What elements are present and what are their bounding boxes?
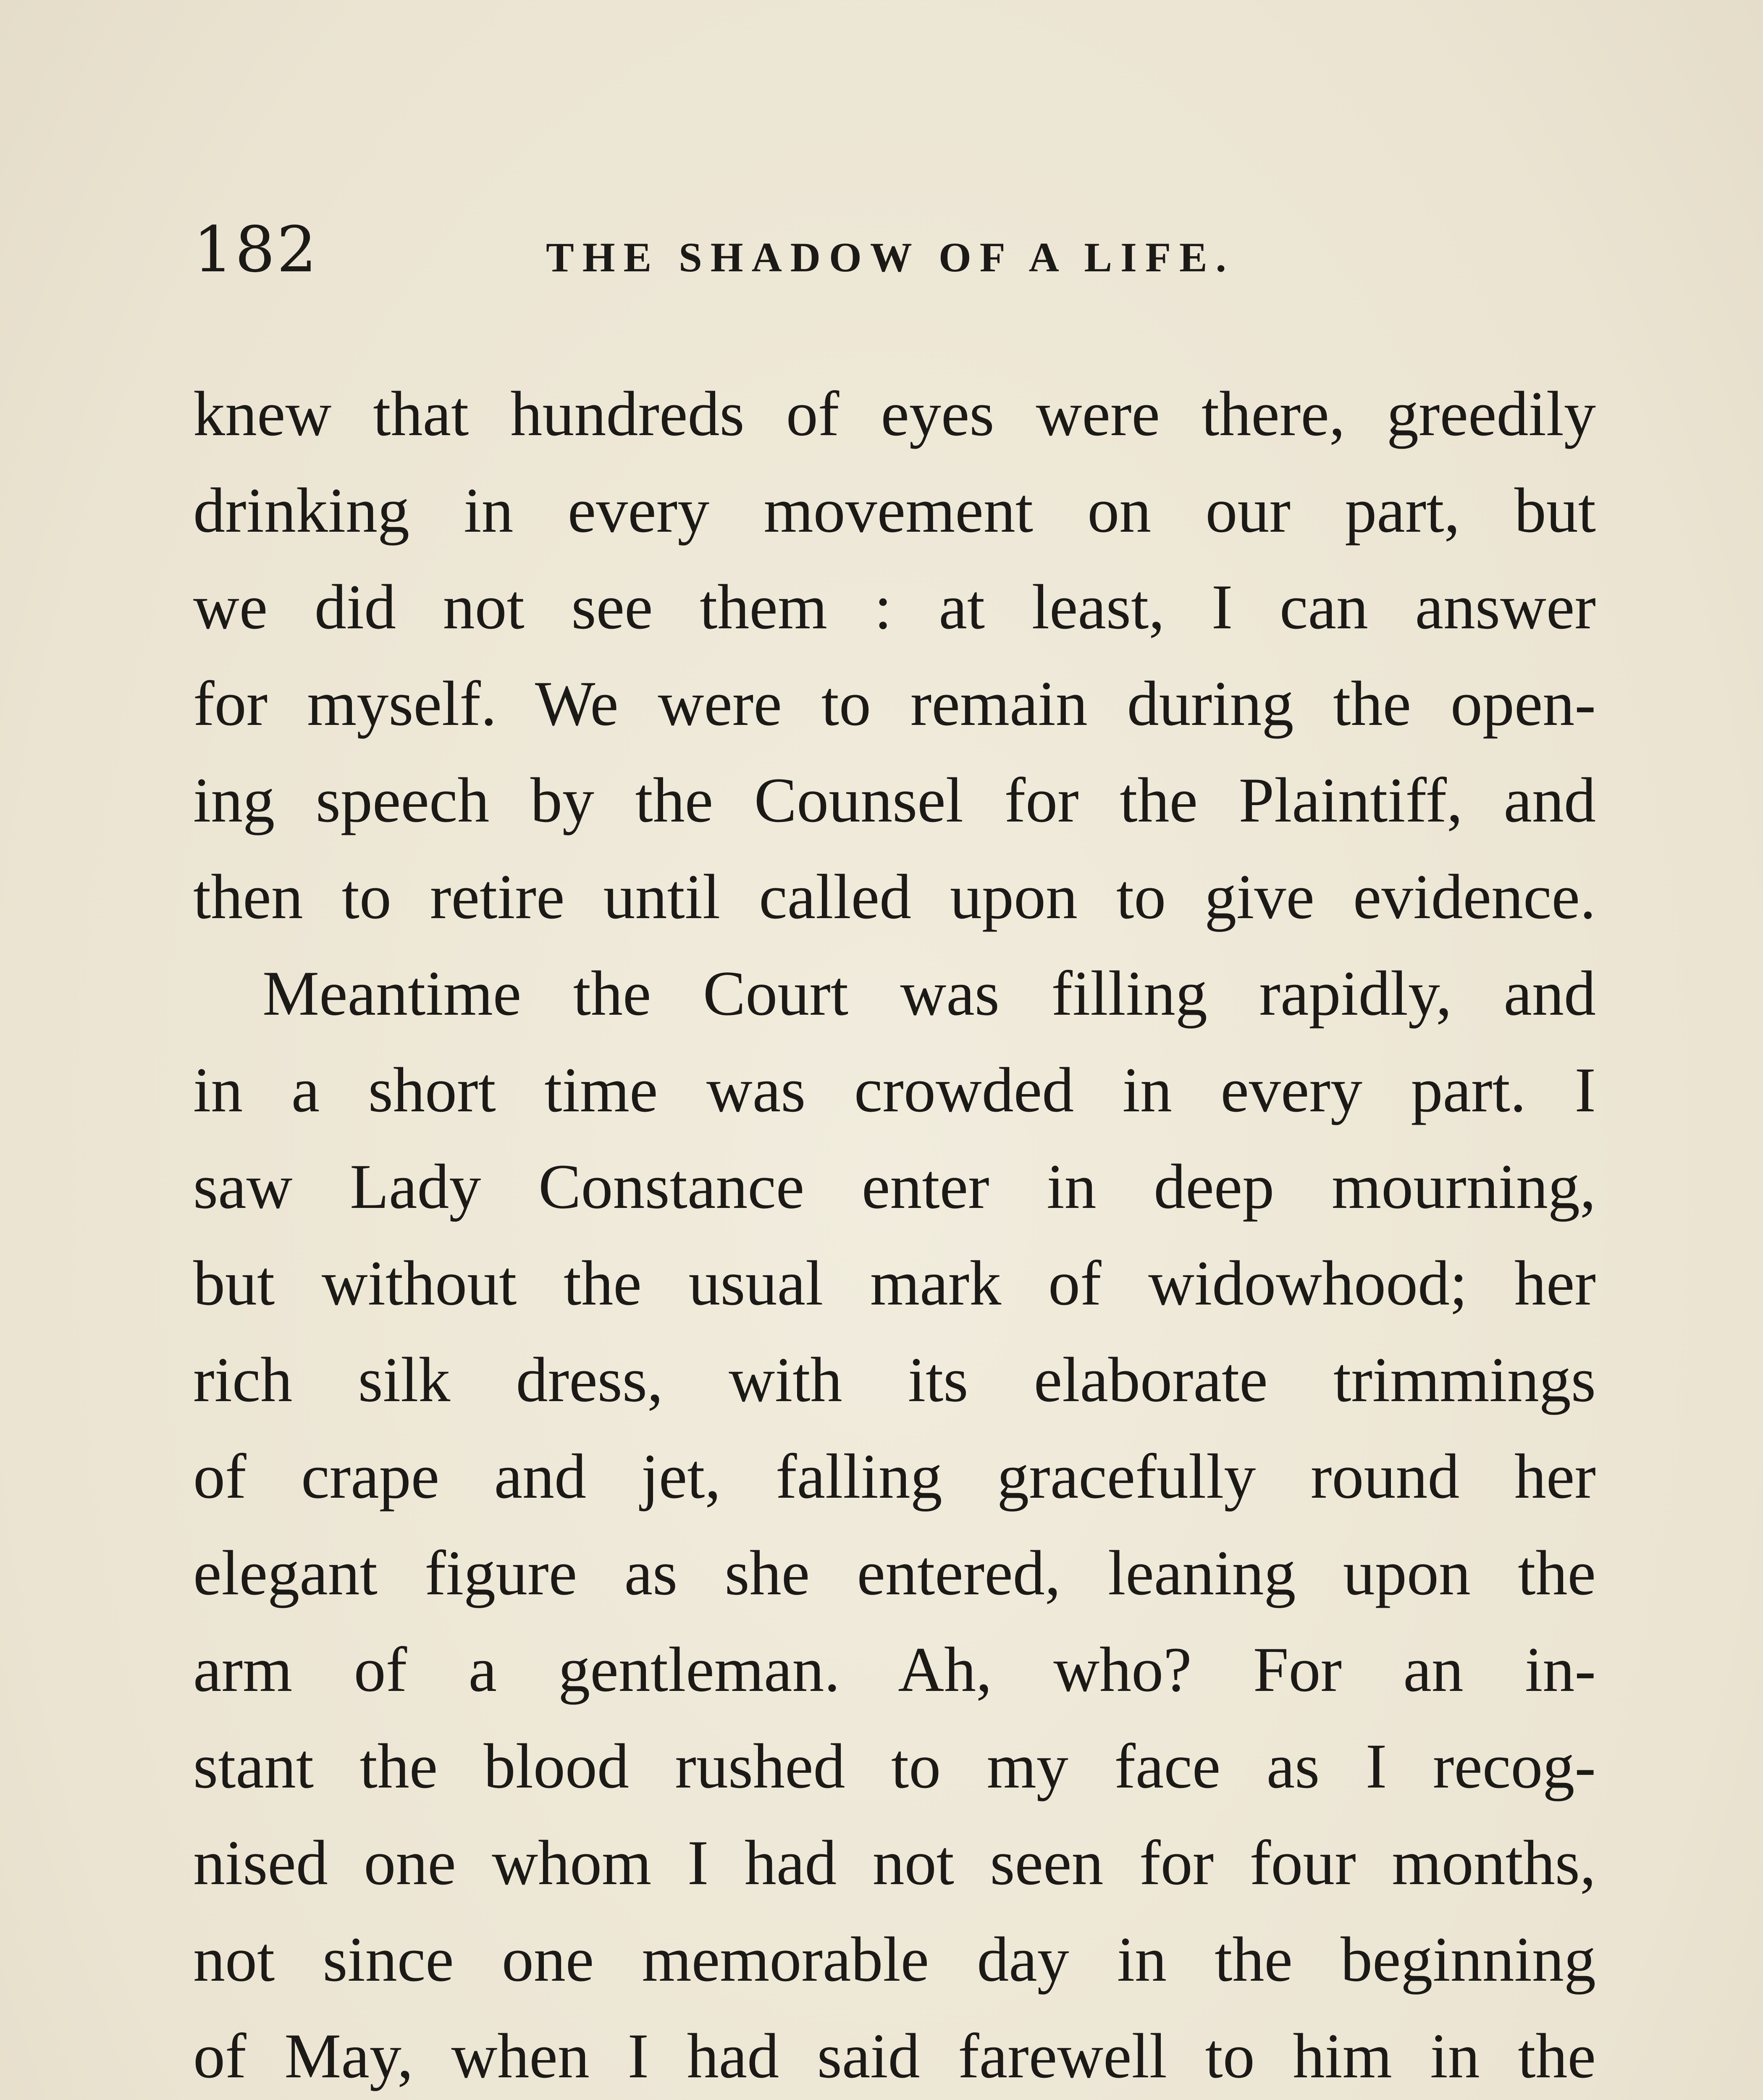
text-line: ing speech by the Counsel for the Plaintiff, and: [193, 765, 1596, 835]
text-line: knew that hundreds of eyes were there, greedily: [193, 378, 1596, 449]
text-line: nised one whom I had not seen for four months,: [193, 1827, 1596, 1898]
paragraph-start-line: Meantime the Court was filling rapidly, and: [262, 958, 1596, 1029]
text-line: rich silk dress, with its elaborate trimmings: [193, 1344, 1596, 1415]
text-line: we did not see them : at least, I can answer: [193, 572, 1596, 642]
running-title: THE SHADOW OF A LIFE.: [546, 234, 1235, 281]
text-line: saw Lady Constance enter in deep mourning,: [193, 1151, 1596, 1222]
text-line: elegant figure as she entered, leaning upon the: [193, 1538, 1596, 1608]
text-line: in a short time was crowded in every part. I: [193, 1055, 1596, 1125]
text-line: but without the usual mark of widowhood; her: [193, 1248, 1596, 1318]
running-head: [193, 214, 1596, 286]
text-line: not since one memorable day in the beginning: [193, 1924, 1596, 1995]
page-number: 182: [193, 213, 319, 286]
body-text: [193, 365, 1596, 2100]
text-line: for myself. We were to remain during the open-: [193, 668, 1596, 739]
text-line: of May, when I had said farewell to him in the: [193, 2021, 1596, 2091]
text-line: arm of a gentleman. Ah, who? For an in-: [193, 1634, 1596, 1705]
text-line: of crape and jet, falling gracefully round her: [193, 1441, 1596, 1512]
text-line: stant the blood rushed to my face as I recog-: [193, 1731, 1596, 1801]
text-line: drinking in every movement on our part, but: [193, 475, 1596, 546]
text-line: then to retire until called upon to give evidence.: [193, 861, 1596, 932]
